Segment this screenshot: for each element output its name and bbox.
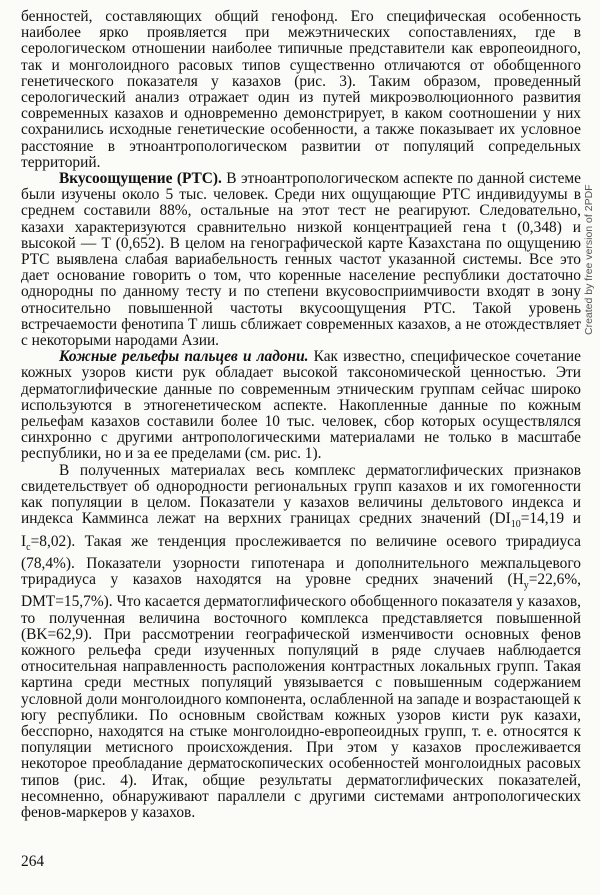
subscript: y xyxy=(523,580,529,592)
subscript: c xyxy=(26,541,31,553)
text-run: В полученных материалах весь комплекс дерматоглифических признаков свидетельствует об однородности региональных групп казахов и их гомогенности как популяции в целом. Показатели у казахов величины дельтового индекса и индекса Камминса лежат на верхних границах средних значений (DI xyxy=(21,461,581,528)
text-run: В этноантропологическом аспекте по данной системе были изучены около 5 тыс. человек. Среди них ощущающие РТС индивидуумы в среднем составили 88%, остальные на этот тест не реагируют. Следовательно, казахи характеризуются сравнительно низкой концентрацией гена t (0,348) и высокой — T (0,652). В целом на генографической карте Казахстана по ощущению РТС выявлена слабая вариабельность генных частот указанной системы. Все это дает основание говорить о том, что коренные население республики достаточно однородны по данному тесту и по степени вкусовосприимчивости входят в зону относительно повышенной частоты вкусоощущения РТС. Такой уровень встречаемости фенотипа Т лишь сближает современных казахов, а не отождествляет с некоторыми народами Азии. xyxy=(21,170,581,350)
text-run: =14,19 и I xyxy=(21,510,581,550)
subscript: 10 xyxy=(510,519,521,531)
page-number: 264 xyxy=(21,853,45,870)
section-heading: Вкусоощущение (РТС). xyxy=(59,170,222,188)
section-heading: Кожные рельефы пальцев и ладони. xyxy=(59,348,309,366)
paragraph-3 xyxy=(21,349,581,462)
text-run: =8,02). Такая же тенденция прослеживается по величине осевого трирадиуса (78,4%). Показатели узорности гипотенара и дополнительного межпальцевого трирадиуса у казахов находятся на уровне средних значений (H xyxy=(21,532,581,589)
paragraph-2 xyxy=(21,171,581,349)
text-run: Как известно, специфическое сочетание кожных узоров кисти рук обладает высокой таксономической ценностью. Эти дерматоглифические данные по современным этническим группам сейчас широко используются в этногенетическом аспекте. Накопленные данные по кожным рельефам казахов составили более 10 тыс. человек, сбор которых осуществлялся синхронно с другими антропологическими материалами не только в масштабе республики, но и за ее пределами (см. рис. 1). xyxy=(21,348,581,463)
paragraph-4 xyxy=(21,463,581,822)
pdf-watermark: Created by free version of 2PDF xyxy=(583,184,595,335)
text-run: =22,6%, DMT=15,7%). Что касается дерматоглифического обобщенного показателя у казахов, то полученная величина восточного комплекса представляется повышенной (BK=62,9). При рассмотрении географической изменчивости основных фенов кожного рельефа среди изученных популяций в ряде случаев наблюдается относительная направленность расположения контрастных локальных групп. Такая картина среди местных популяций увязывается с повышенным содержанием условной доли монголоидного компонента, ослабленной на западе и возрастающей к югу республики. По основным свойствам кожных узоров кисти рук казахи, бесспорно, находятся на стыке монголоидно-европеоидных групп, т. е. относятся к популяции метисного происхождения. При этом у казахов прослеживается некоторое преобладание дерматоскопических особенностей монголоидных расовых типов (рис. 4). Итак, общие результаты дерматоглифических показателей, несомненно, обнаруживают параллели с другими системами антропологических фенов-маркеров у казахов. xyxy=(21,571,581,821)
text-column xyxy=(21,9,581,821)
text-run: бенностей, составляющих общий генофонд. Его специфическая особенность наиболее ярко проявляется при межэтнических сопоставлениях, где в серологическом отношении наиболее типичные представители как европеоидного, так и монголоидного расовых типов существенно отличаются от обобщенного генетического показателя у казахов (рис. 3). Таким образом, проведенный серологический анализ отражает один из путей микроэволюционного развития современных казахов и одновременно демонстрирует, в каком соотношении у них сохранились исходные генетические особенности, а также показывает их условное расстояние в этноантропологическом развитии от популяций сопредельных территорий. xyxy=(21,8,581,171)
paragraph-1 xyxy=(21,9,581,171)
